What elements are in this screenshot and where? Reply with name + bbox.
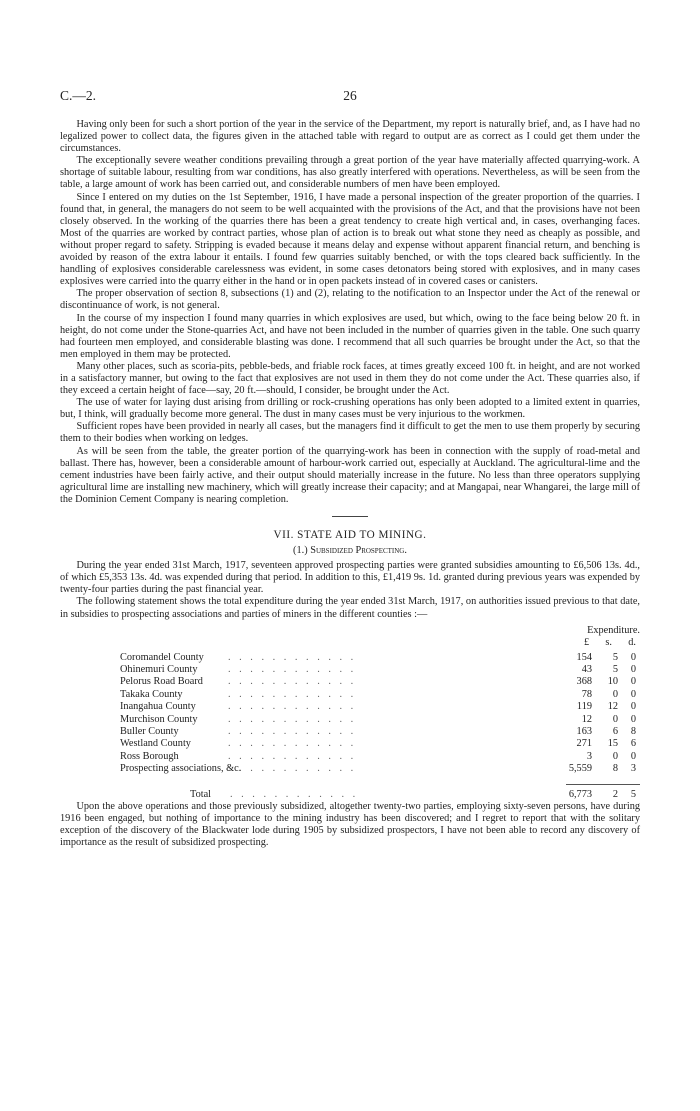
paragraph: During the year ended 31st March, 1917, seventeen approved prospecting parties were granted subsidies amounting to £6,506 13s. 4d., of which £5,353 13s. 4d. was expended during that period. In addition to this, £1,419 9s. 1d. granted during previous years was expended by twenty-four parties during the past financial year. [60, 560, 640, 596]
amount-pounds: 154 [576, 651, 592, 663]
table-row [120, 738, 640, 750]
row-label: Takaka County [120, 688, 183, 700]
amount-pence: 6 [630, 738, 636, 750]
amount-pence: 0 [630, 664, 636, 676]
amount-shillings: 15 [607, 738, 618, 750]
amount-shillings: 0 [612, 688, 618, 700]
table-total-row [60, 789, 640, 801]
table-row [120, 751, 640, 763]
paragraph: The proper observation of section 8, subsections (1) and (2), relating to the notification to an Inspector under the Act of the renewal or discontinuance of work, is not general. [60, 288, 640, 312]
row-label: Murchison County [120, 713, 198, 725]
amount-pence: 3 [630, 763, 636, 775]
amount-shillings: 5 [612, 664, 618, 676]
total-shillings: 2 [612, 788, 618, 800]
total-label: Total [190, 788, 212, 800]
amount-pounds: 12 [581, 713, 592, 725]
amount-shillings: 8 [612, 763, 618, 775]
table-row [120, 676, 640, 688]
leader-dots: . . . . . . . . . . . . [230, 788, 359, 800]
subsection-heading [60, 545, 640, 557]
total-pounds: 6,773 [568, 788, 592, 800]
paragraph: Many other places, such as scoria-pits, pebble-beds, and friable rock faces, at times greatly exceed 100 ft. in height, and are not worked in a satisfactory manner, but owing to the fact that explosives are not used in them they do not come under the Act. These quarries also, if they exceed a certain height of face—say, 20 ft.—should, I consider, be brought under the Act. [60, 360, 640, 397]
subsection-title: Subsidized Prospecting. [310, 545, 407, 557]
amount-pence: 0 [630, 676, 636, 688]
page-number: 26 [343, 88, 357, 103]
report-body [60, 119, 640, 849]
row-label: Ross Borough [120, 750, 179, 762]
row-label: Prospecting associations, &c. [120, 763, 242, 775]
row-label: Ohinemuri County [120, 664, 198, 676]
table-row [120, 701, 640, 713]
row-label: Pelorus Road Board [120, 676, 203, 688]
amount-pounds: 163 [576, 726, 592, 737]
amount-shillings: 10 [607, 676, 618, 688]
amount-pence: 0 [630, 651, 636, 663]
paragraph: The following statement shows the total expenditure during the year ended 31st March, 1917, on authorities issued previous to that date, in subsidies to prospecting associations and parties of miners in the different counties :— [60, 596, 640, 620]
table-header [566, 625, 640, 649]
table-row [120, 726, 640, 738]
table-row [120, 664, 640, 676]
paragraph: Since I entered on my duties on the 1st September, 1916, I have made a personal inspection of the greater proportion of the quarries. I found that, in general, the managers do not seem to be well acquainted with the provisions of the Act, and that the provisions have not been closely observed. In the working of the quarries there has been a great tendency to create high vertical and, in cases, overhanging faces. Most of the quarries are worked by contract parties, whose plan of action is to break out what stone they need as cheaply as possible, and without proper regard to safety. Stripping is evaded because it means delay and expense without apparent financial return, and benching is avoided by reason of the extra labour it entails. I found few quarries suitably benched, or with the tops cleared back sufficiently. In the handling of explosives considerable carelessness was evident, in some cases detonators being stored with explosives, and in many cases explosives were carried into the quarry either in the hand or in open packets instead of in covered cases or canisters. [60, 191, 640, 288]
amount-pence: 8 [630, 726, 636, 737]
amount-pounds: 271 [576, 738, 592, 750]
section-heading: VII. STATE AID TO MINING. [273, 529, 427, 541]
table-rows [120, 652, 640, 776]
paragraph: Sufficient ropes have been provided in nearly all cases, but the managers find it difficult to get the men to use them properly by securing them to their bodies when working on ledges. [60, 421, 640, 445]
leader-dots: . . . . . . . . . . . . [228, 688, 357, 700]
amount-pounds: 3 [586, 750, 592, 762]
table-row [120, 714, 640, 726]
amount-pounds: 78 [581, 688, 592, 700]
total-pence: 5 [630, 788, 636, 800]
row-label: Coromandel County [120, 651, 204, 663]
leader-dots: . . . . . . . . . . . . [228, 676, 357, 688]
leader-dots: . . . . . . . . . . . . [228, 701, 357, 713]
amount-shillings: 0 [612, 750, 618, 762]
amount-pence: 0 [630, 688, 636, 700]
subsection-number: (1.) [293, 545, 308, 557]
row-label: Westland County [120, 738, 191, 750]
paragraph: As will be seen from the table, the greater portion of the quarrying-work has been in connection with the supply of road-metal and ballast. There has, however, been a considerable amount of harbour-work carried out, especially at Auckland. The agricultural-lime and the cement industries have been fairly active, and their output should materially increase in the future. No less than three operators supplying agricultural lime are installing new machinery, which will greatly increase their capacity; and at Mangapai, near Whangarei, the large mill of the Dominion Cement Company is nearing completion. [60, 445, 640, 505]
expenditure-table [60, 625, 640, 801]
paragraph: In the course of my inspection I found many quarries in which explosives are used, but which, owing to the face being below 20 ft. in height, do not come under the Stone-quarries Act, and have not been included in the number of quarries given in the table. One such quarry had fourteen men employed, and considerable blasting was done. I recommend that all such quarries be brought under the Act, so that the men employed in them may be protected. [60, 312, 640, 360]
table-row [120, 689, 640, 701]
leader-dots: . . . . . . . . . . . . [228, 726, 357, 737]
unit-pence: d. [628, 636, 636, 648]
paragraph: The use of water for laying dust arising from drilling or rock-crushing operations has only been adopted to a limited extent in quarries, but, I think, will gradually become more general. The dust in many cases must be very injurious to the workmen. [60, 397, 640, 421]
amount-pounds: 5,559 [568, 763, 592, 775]
table-row [120, 763, 640, 775]
amount-shillings: 6 [612, 726, 618, 737]
row-label: Inangahua County [120, 701, 196, 713]
section-divider [332, 516, 368, 517]
amount-shillings: 12 [607, 701, 618, 713]
leader-dots: . . . . . . . . . . . . [228, 750, 357, 762]
table-row [120, 652, 640, 664]
amount-pounds: 368 [576, 676, 592, 688]
amount-pounds: 119 [576, 701, 592, 713]
leader-dots: . . . . . . . . . . . . [228, 738, 357, 750]
row-label: Buller County [120, 726, 179, 737]
amount-pounds: 43 [581, 664, 592, 676]
sum-rule [566, 784, 640, 785]
unit-shillings: s. [605, 636, 612, 648]
leader-dots: . . . . . . . . . . . . [228, 763, 357, 775]
amount-pence: 0 [630, 713, 636, 725]
paragraph: The exceptionally severe weather conditions prevailing through a great portion of the year have materially affected quarrying-work. A shortage of suitable labour, resulting from war conditions, has also greatly interfered with operations. Nevertheless, as will be seen from the table, a large amount of work has been carried out, and considerable numbers of men have been employed. [60, 155, 640, 191]
amount-pence: 0 [630, 750, 636, 762]
amount-shillings: 0 [612, 713, 618, 725]
leader-dots: . . . . . . . . . . . . [228, 664, 357, 676]
amount-pence: 0 [630, 701, 636, 713]
amount-shillings: 5 [612, 651, 618, 663]
unit-header [566, 637, 640, 649]
leader-dots: . . . . . . . . . . . . [228, 651, 357, 663]
report-code: C.—2. [60, 88, 97, 103]
paragraph: Having only been for such a short portion of the year in the service of the Department, my report is naturally brief, and, as I have had no legalized power to collect data, the figures given in the attached table with regard to output are as correct as I could get them under the circumstances. [60, 119, 640, 155]
leader-dots: . . . . . . . . . . . . [228, 713, 357, 725]
paragraph: Upon the above operations and those previously subsidized, altogether twenty-two parties, employing sixty-seven persons, have during 1916 been engaged, but nothing of importance to the mining industry has been discovered; and I regret to report that with the solitary exception of the discovery of the Blackwater lode during 1905 by subsidized prospectors, I have not been able to record any discovery of importance as the result of subsidized prospecting. [60, 800, 640, 848]
page-header [60, 88, 640, 104]
column-header: Expenditure. [587, 624, 640, 636]
unit-pounds: £ [584, 636, 590, 648]
